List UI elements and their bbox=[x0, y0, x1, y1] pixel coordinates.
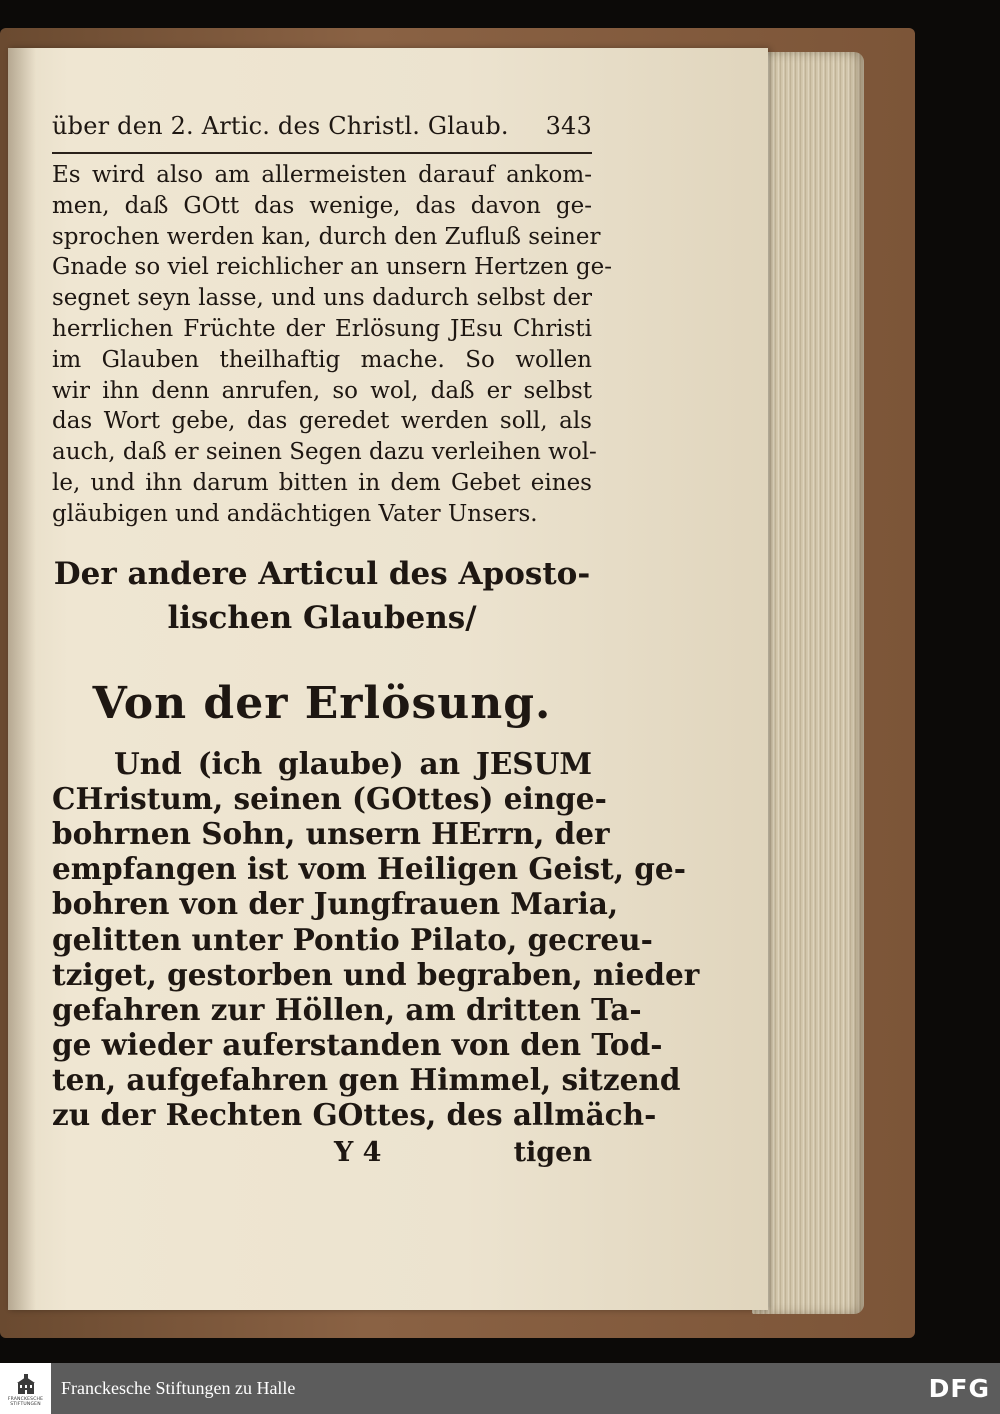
creed-line: zu der Rechten GOttes, des allmäch- bbox=[52, 1097, 657, 1133]
catchword: tigen bbox=[513, 1136, 592, 1168]
page-edges bbox=[752, 52, 864, 1314]
page-text-block bbox=[52, 112, 700, 1168]
creed-line: tziget, gestorben und begraben, nieder bbox=[52, 956, 700, 992]
paragraph-line: Es wird also am allermeisten darauf ankom- bbox=[52, 162, 592, 188]
paragraph-line: das Wort gebe, das geredet werden soll, als bbox=[52, 408, 592, 435]
creed-line: ge wieder auferstanden von den Tod- bbox=[52, 1027, 663, 1063]
section-heading-line: Der andere Articul des Aposto- bbox=[53, 555, 591, 592]
section-heading-line: lischen Glaubens/ bbox=[167, 599, 477, 636]
paragraph-line: sprochen werden kan, durch den Zufluß seiner bbox=[52, 223, 601, 250]
creed-line: empfangen ist vom Heiligen Geist, ge- bbox=[52, 851, 686, 887]
running-head-title: über den 2. Artic. des Christl. Glaub. bbox=[52, 112, 509, 140]
page-gutter-shadow bbox=[8, 48, 36, 1310]
creed-line: gefahren zur Höllen, am dritten Ta- bbox=[52, 991, 642, 1027]
section-subheading: Von der Erlösung. bbox=[92, 677, 552, 729]
institution-name[interactable]: Franckesche Stiftungen zu Halle bbox=[61, 1378, 296, 1398]
creed-line: ten, aufgefahren gen Himmel, sitzend bbox=[52, 1062, 681, 1098]
page-footer bbox=[52, 1137, 592, 1168]
paragraph-line: segnet seyn lasse, und uns dadurch selbst der bbox=[52, 285, 592, 312]
creed-line: CHristum, seinen (GOttes) einge- bbox=[52, 780, 607, 816]
creed-line: bohren von der Jungfrauen Maria, bbox=[52, 886, 619, 922]
paragraph-line: gläubigen und andächtigen Vater Unsers. bbox=[52, 500, 538, 527]
paragraph bbox=[52, 160, 612, 530]
creed-text bbox=[52, 745, 700, 1133]
logo-text: FRANCKESCHE STIFTUNGEN bbox=[7, 1396, 44, 1407]
section-heading bbox=[52, 552, 592, 640]
creed-line: bohrnen Sohn, unsern HErrn, der bbox=[52, 815, 610, 851]
paragraph-line: herrlichen Früchte der Erlösung JEsu Christi bbox=[52, 315, 592, 342]
signature-mark: Y 4 bbox=[334, 1136, 382, 1168]
paragraph-line: men, daß GOtt das wenige, das davon ge- bbox=[52, 192, 592, 219]
footer-bar bbox=[0, 1363, 1000, 1414]
paragraph-line: Gnade so viel reichlicher an unsern Hertzen ge- bbox=[52, 254, 612, 281]
creed-line: Und (ich glaube) an JESUM bbox=[114, 745, 592, 781]
paragraph-line: auch, daß er seinen Segen dazu verleihen wol- bbox=[52, 439, 597, 466]
running-head bbox=[52, 112, 592, 148]
institution-logo[interactable] bbox=[0, 1363, 51, 1414]
creed-line: gelitten unter Pontio Pilato, gecreu- bbox=[52, 921, 653, 957]
page-number: 343 bbox=[545, 112, 592, 140]
dfg-logo[interactable]: DFG bbox=[928, 1374, 990, 1403]
paragraph-line: wir ihn denn anrufen, so wol, daß er selbst bbox=[52, 377, 592, 404]
building-icon bbox=[15, 1373, 37, 1397]
paragraph-line: im Glauben theilhaftig mache. So wollen bbox=[52, 346, 592, 373]
header-rule bbox=[52, 152, 592, 154]
paragraph-line: le, und ihn darum bitten in dem Gebet eines bbox=[52, 469, 592, 496]
